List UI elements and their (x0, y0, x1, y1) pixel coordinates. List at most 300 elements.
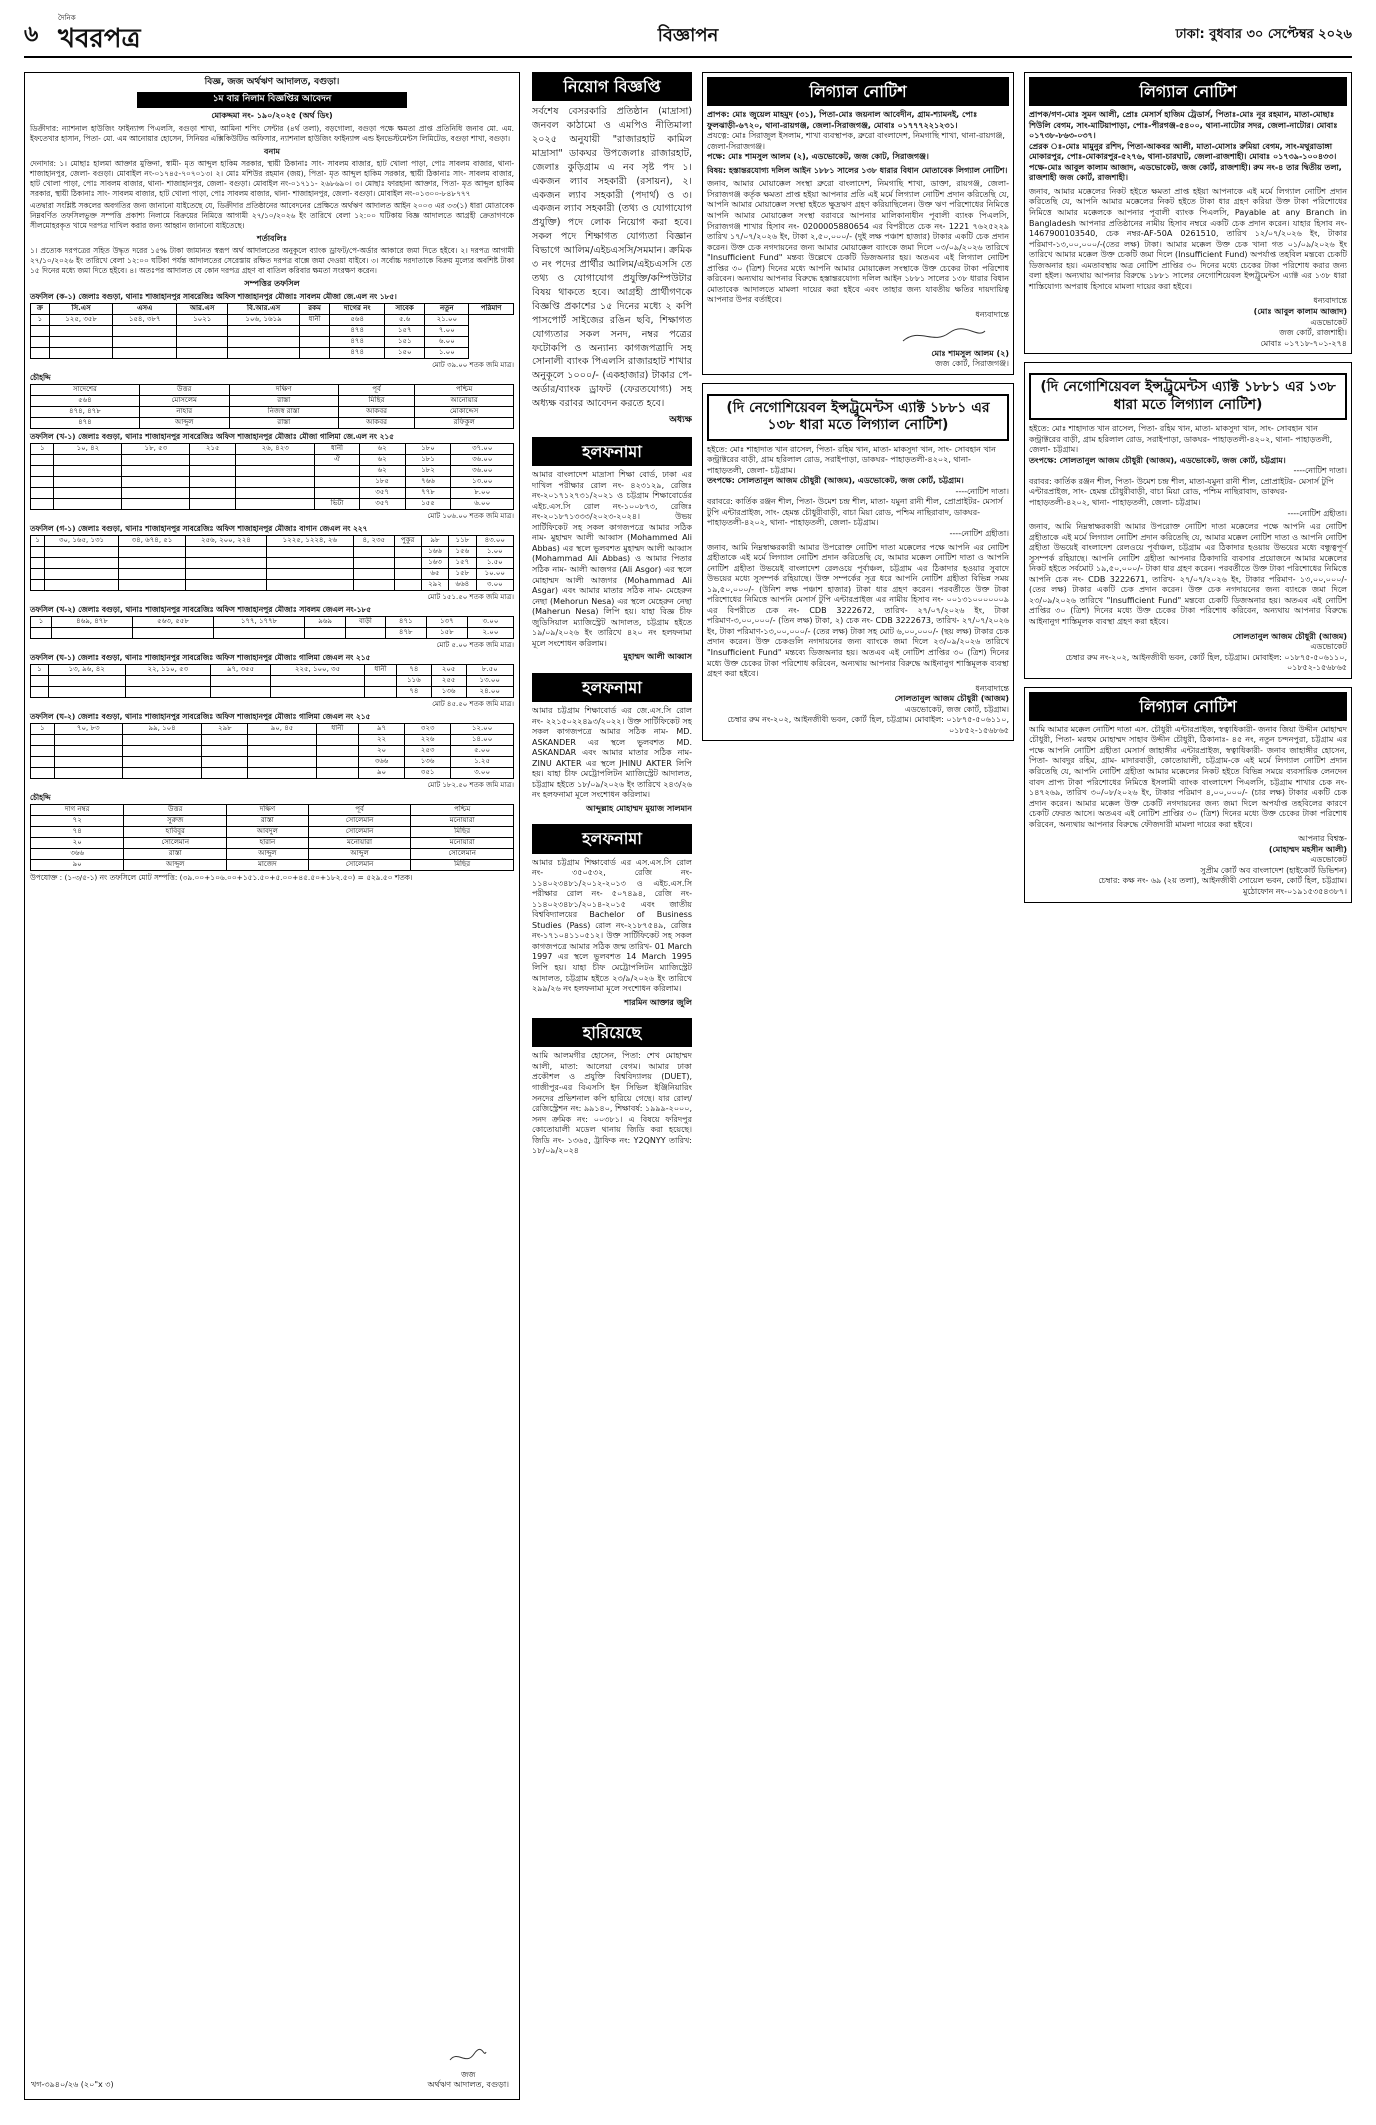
table-row (31, 568, 514, 579)
ad-signature: মুহাম্মদ আলী আব্বাস (623, 652, 692, 662)
table-cell: ৩৬.০০ (451, 454, 514, 465)
table-cell (118, 546, 185, 557)
table-cell: ৬২ (359, 443, 405, 454)
ad-header: হলফনামা (532, 824, 692, 853)
ad-header: (দি নেগোশিয়েবল ইন্সট্রুমেন্টস এ্যাক্ট ১৮৮১ এর ১৩৮ ধারা মতে লিগ্যাল নোটিশ) (1029, 373, 1347, 420)
table-cell: ২১৫ (190, 443, 236, 454)
notice-body: জনাব, আমার মোয়াক্কেল সংস্থা ব্রুরো বাংলাদেশ, নিমগাছি শাখা, ডাক্তা, রায়গঞ্জ, জেলা-সিরাজগঞ্জ কর্তৃক ক্ষমতা প্রাপ্ত হইয়া আপনার প্রতি এই মর্মে লিগ্যাল নোটিশ প্রদান করিতেছি যে, আপনি আমার মোয়াক্কেল সংস্থা হইতে ক্ষুদ্রঋণ গ্রহণ করিয়াছিলেন। উক্ত ঋণ পরিশোধের নিমিত্তে আপনি আমার মোয়াক্কেল সংস্থা বরাবরে আপনার মালিকানাধীন পূবালী ব্যাংক পিএলসি, সিরাজগঞ্জ শাখার হিসাব নং- 0200005880654 এর বিপরীতে চেক নং- 1221 ৭৬২৫২২৯ তারিখ ১৭/০৭/২০২৬ ইং, টাকা ২,৫০,০০০/- (দুই লক্ষ পঞ্চাশ হাজার) টাকার একটি চেক প্রদান করেন। উক্ত চেক নগদায়নের জন্য আমার মোয়াক্কেল ব্যাংকে জমা দিলে ০৩/০৯/২০২৬ তারিখে "Insufficient Fund" মন্তব্য উল্লেখে চেকটি ডিজঅনার হয়। অতএব এই লিগ্যাল নোটিশ প্রাপ্তির ৩০ (ত্রিশ) দিনের মধ্যে আপনি আমার মোয়াক্কেল সংস্থাকে উক্ত চেকের টাকা পরিশোধ করিবেন। অন্যথায় আপনার বিরুদ্ধে হস্তান্তরযোগ্য দলিল আইন ১৮৮১ সালের ১৩৮ ধারার বিধান মোতাবেক আদালতে মামলা দায়ের করা হইবে এবং তাহার জন্য যাবতীয় ক্ষতির দায়দায়িত্ব আপনার উপর বর্তাইবে। (707, 179, 1010, 305)
table-cell: ৭০, ৮৩ (54, 723, 122, 734)
terms: ১। প্রত্যেক দরপত্রের সহিত উদ্ধৃত দরের ১৫% টাকা জামানত স্বরূপ অর্থ আদালতের অনুকূলে ব্যাংক ড্রাফট/পে-অর্ডার আকারে জমা দিতে হইবে। ২। দরপত্র আগামী ২৭/১০/২০২৬ ইং তারিখে বেলা ১২:০০ ঘটিকা পর্যন্ত আদালতের সেরেস্তায় রক্ষিত দরপত্র বাক্সে জমা দেওয়া যাইবে। ৩। সর্বোচ্চ দরদাতাকে বিক্রয় মূল্যের অবশিষ্ট টাকা ১৫ দিনের মধ্যে জমা দিতে হইবে। ৪। অতঃপর আদালত যে কোন দরপত্র গ্রহণ বা বাতিল করিবার ক্ষমতা সংরক্ষণ করেন। (30, 246, 514, 275)
table-cell: ১০.০০ (476, 568, 513, 579)
table-cell: রাস্তা (229, 395, 338, 406)
notice-recipient: প্রাপক/গণ-মোঃ সুমন আলী, প্রোঃ মেসার্স হাজিম ট্রেডার্স, পিতাঃ-মোঃ নূর রহমান, মাতা-মোছাঃ শিউলি বেগম, সাং-মাটিয়াপাড়া, পোঃ-পীরগঞ্জ-৫৪০০, থানা-নাটোর সদর, জেলা-নাটোর। মোবাঃ ০১৭৩৮-৮৬৩-০৩৭। (1029, 110, 1338, 141)
table-row (31, 616, 514, 627)
table-cell: মোকাদ্দেস (415, 406, 514, 417)
table-cell: ২১.০০ (425, 314, 469, 325)
table-cell: ২০ (358, 745, 404, 756)
table-row (31, 557, 514, 568)
notice-body: আমি আমার মক্কেল নোটিশ দাতা এস. চৌধুরী এন্টারপ্রাইজ, স্বত্বাধিকারী- জনাব জিয়া উদ্দীন মোহাম্মদ চৌধুরী, পিতা- মরহুম মোহাম্মদ সাহাব উদ্দীন চৌধুরী, ঠিকানাঃ- ৪৫ নং, নতুন চন্দনপুরা, চট্টগ্রাম এর পক্ষে আপনি নোটিশ গ্রহীতা মেসার্স জাহাঙ্গীর এন্টারপ্রাইজ, স্বত্বাধিকারী- জনাব জাহাঙ্গীর হোসেন, পিতা- আবদুর রহিম, গ্রাম- মাদারবাড়ী, কোতোয়ালী, চট্টগ্রাম-কে এই মর্মে লিগ্যাল নোটিশ প্রদান করিতেছি যে, আপনি নোটিশ গ্রহীতা আমার মক্কেলের নিকট হইতে বিভিন্ন সময়ে ব্যবসায়িক লেনদেন বাবদ প্রাপ্য টাকা পরিশোধের নিমিত্তে ইসলামী ব্যাংক বাংলাদেশ পিএলসি, চট্টগ্রাম শাখার চেক নং- ১৪৭২৬৯, তারিখ ৩০/০৮/২০২৬ ইং, টাকার পরিমাণ ৪,০০,০০০/- (চার লক্ষ) টাকার একটি চেক প্রদান করেন। আমার মক্কেল উক্ত চেকটি নগদায়নের জন্য জমা দিলে অপর্যাপ্ত তহবিলের কারণে চেকটি ফেরত আসে। অতএব এই নোটিশ প্রাপ্তির ৩০ (ত্রিশ) দিনের মধ্যে উক্ত চেকের টাকা পরিশোধ করিবেন, অন্যথায় আপনার বিরুদ্ধে ফৌজদারী মামলা দায়ের করা হইবে। (1029, 724, 1347, 829)
legal-notice (702, 383, 1014, 742)
table-cell: পূর্ব (338, 384, 414, 395)
table-cell (45, 557, 119, 568)
table-cell: ২২৬ (405, 734, 451, 745)
table-cell: ১ (31, 535, 45, 546)
table-cell: ১৮২ (405, 465, 451, 476)
table-cell (122, 454, 190, 465)
table-cell (177, 325, 228, 336)
table-cell (394, 579, 421, 590)
table-cell: উত্তর (124, 804, 227, 815)
table-cell: ১৪.০০ (451, 734, 514, 745)
table-cell: ১২২৫, ১২২৪, ২৬ (266, 535, 353, 546)
table-cell: ৪, ২৩৫ (353, 535, 394, 546)
table-cell: সোলেমান (308, 859, 411, 870)
table-cell (266, 546, 353, 557)
table-cell: ধানী (364, 664, 396, 675)
table-cell: মনোয়ারা (411, 815, 514, 826)
table-cell: ৮.০০ (451, 487, 514, 498)
column-3 (702, 72, 1014, 2100)
table-cell (31, 325, 50, 336)
table-cell: ৬২ (359, 454, 405, 465)
table-cell: ২৯৮ (202, 723, 248, 734)
table-cell (190, 476, 236, 487)
table-cell (211, 675, 271, 686)
page-number: ৬ (24, 22, 39, 47)
column-header: রকম (299, 303, 330, 314)
table-cell (125, 675, 210, 686)
table-cell (299, 325, 330, 336)
table-cell: রফিকুল (415, 417, 514, 428)
table-cell: ১১৬ (396, 675, 431, 686)
table-cell: ১৩৭ (426, 616, 467, 627)
table-cell (177, 347, 228, 358)
boundary-caption: চৌহদ্দি (30, 792, 51, 802)
signer-address: চেম্বার: কক্ষ নং- ৬৯ (২য় তলা), আইনজীবী সোয়েল ভবন, কোর্ট হিল, চট্টগ্রাম। (1098, 876, 1347, 886)
table-cell: হারান (227, 837, 309, 848)
table-cell (54, 745, 122, 756)
table-cell (236, 487, 315, 498)
table-cell: ৩৬৬ (31, 848, 124, 859)
table-cell: পুকুর (394, 535, 421, 546)
table-cell (118, 568, 185, 579)
table-cell (236, 454, 315, 465)
notice-subject: বিষয়: হস্তান্তরযোগ্য দলিল আইন ১৮৮১ সালের ১৩৮ ধারার বিধান মোতাবেক লিগ্যাল নোটিশ। (707, 165, 1008, 175)
notice-from: হইতে: মোঃ শাহাদাত খান রাসেল, পিতা- রহিম খান, মাতা- মাকসুদা খান, সাং- সোবহান খান কন্ট্রাক্টরের বাড়ী, গ্রাম হরিলাল রোড, সরাইপাড়া, ডাকঘর- পাহাড়তলী-৪২০২, থানা- পাহাড়তলী, জেলা- চট্টগ্রাম। (707, 444, 996, 475)
column-header: সাবেক (385, 303, 425, 314)
table-cell (49, 325, 113, 336)
table-cell: ৭৪ (396, 686, 431, 697)
table-cell (228, 336, 299, 347)
table-cell: ১৫৫ (405, 498, 451, 509)
table-cell (394, 557, 421, 568)
table-cell (190, 487, 236, 498)
table-cell (248, 767, 316, 778)
table-row (31, 395, 514, 406)
table-row (31, 734, 514, 745)
table-cell (122, 476, 190, 487)
table-row (31, 579, 514, 590)
table-cell: পূর্ব (308, 804, 411, 815)
signer-title: এডভোকেট (1310, 642, 1347, 652)
table-cell: ৩৪, ৬৭৪, ৫১ (118, 535, 185, 546)
table-cell: ৫৬৪ (330, 314, 385, 325)
table-cell: ১৫৮ (449, 568, 476, 579)
table-cell (52, 627, 133, 638)
table-cell (31, 546, 45, 557)
table-cell: ২৬, ৪২৩ (236, 443, 315, 454)
table-cell: ৩৫৭ (359, 487, 405, 498)
table-cell (316, 756, 358, 767)
table-cell (299, 347, 330, 358)
schedule-total: মোট ৫.০০ শতক জমি মাত্র। (436, 640, 514, 649)
table-cell: ৮.৫০ (466, 664, 513, 675)
table-cell: মনোয়ারা (308, 837, 411, 848)
table-cell (31, 675, 49, 686)
table-cell: ১৬৬ (421, 546, 448, 557)
signer-phone: মোবাঃ ০১৭১৮-৭০১-২৭৪ (1260, 338, 1347, 348)
table-cell: আবদুল (227, 826, 309, 837)
table-cell (31, 557, 45, 568)
table-cell: ৫৬৩, ৫৫৮ (133, 616, 214, 627)
notice-role: ----নোটিশ দাতা। (955, 486, 1009, 496)
table-cell: বাড়ী (346, 616, 386, 627)
debtors: দেনাদার: ১। মোছাঃ হালমা আক্তার মুক্তিনা, স্বামী- মৃত আব্দুল হাকিম সরকার, স্থায়ী ঠিকানাঃ সাং- সাবলম বাজার, হাট খোলা পাড়া, পোঃ সাবলম বাজার, থানা- শাজাহানপুর, জেলা- বগুড়া। মোবাইল নং-০১৭৪৫-৭০৭০১৩। ২। মোঃ মশিউর রহমান (জয়), পিতা- মৃত আব্দুল হাকিম সরকার, স্থায়ী ঠিকানাঃ সাং- সাবলম বাজার, হাট খোলা পাড়া, পোঃ সাবলম বাজার, থানা- শাজাহানপুর, জেলা- বগুড়া। মোবাইল নং-০১৭১১- ২৬৮৬৯০। ৩। মোছাঃ ফারহানা আক্তার, পিতা- মৃত আব্দুল হাকিম সরকার, স্থায়ী ঠিকানাঃ সাং- সাবলম বাজার, হাট খোলা পাড়া, পোঃ সাবলম বাজার, থানা- শাজাহানপুর, জেলা- বগুড়া। মোবাইল নং-০১৩০০-৮৪৮৭৭৭ (30, 159, 514, 198)
table-cell (346, 627, 386, 638)
schedule-caption: তফসিল (খ-২) জেলাঃ বগুড়া, থানাঃ শাজাহানপুর সাবরেজিঃ অফিস শাজাহানপুর মৌজাঃ সাবলম জেএল নং-১৮৫ (30, 604, 371, 614)
table-cell: ১৫১ (385, 336, 425, 347)
table-cell (228, 325, 299, 336)
table-cell: ৪৭৪ (31, 417, 140, 428)
table-cell: আকবর (338, 406, 414, 417)
table-cell: ১৫০ (385, 347, 425, 358)
table-cell: নাহার (139, 406, 229, 417)
table-row (31, 325, 514, 336)
table-cell: ৬.০০ (451, 498, 514, 509)
table-cell: ১০৬, ১৬১৯ (228, 314, 299, 325)
table-cell: ৯৬৯ (305, 616, 346, 627)
table-cell: ২০ (31, 837, 124, 848)
ad-header: লিগ্যাল নোটিশ (1029, 77, 1347, 106)
table-cell: ১৬৩ (421, 557, 448, 568)
boundary-caption: চৌহদ্দি (30, 373, 51, 383)
table-cell (49, 347, 113, 358)
table-cell: আব্দুল (124, 859, 227, 870)
table-cell: ১৫৭ (385, 325, 425, 336)
table-cell: উত্তর (139, 384, 229, 395)
table-cell: ১ (31, 723, 55, 734)
ad-header: লিগ্যাল নোটিশ (707, 77, 1009, 106)
table-cell: ১ (31, 314, 50, 325)
schedule-caption: তফসিল (ঘ-২) জেলাঃ বগুড়া, থানাঃ শাজাহানপুর সাবরেজিঃ অফিস শাজাহানপুর মৌজাঃ গালিমা জেএল নং ২১৫ (30, 711, 371, 721)
notice-sender: প্রেরক ঃ-মোঃ মামুনুর রশিদ, পিতা-আকবর আলী, মাতা-মোসাঃ রুমিয়া বেগম, সাং-মথুরাডাঙ্গা মোকারপুর, পোঃ-মোকারপুর-৫২৭৬, থানা-চারঘাট, জেলা-রাজশাহী। মোবাঃ ০১৭৩৯-১০০৪৩৩। (1029, 141, 1337, 162)
table-row (31, 837, 514, 848)
table-cell (315, 487, 359, 498)
table-row (31, 535, 514, 546)
table-cell (49, 336, 113, 347)
notice-lawyer: পক্ষে: মোঃ শামসুল আলম (২), এডভোকেট, জজ কোট, সিরাজগঞ্জ। (707, 152, 929, 162)
table-cell: ৩৬.০০ (451, 465, 514, 476)
table-cell: ৯০, ৪৫ (248, 723, 316, 734)
table-cell (353, 546, 394, 557)
decree-holder: ডিক্রীদার: ন্যাশনাল হাউজিং ফাইন্যান্স পিএলসি, বগুড়া শাখা, আমিনা শপিং সেন্টার (৪র্থ তলা), বড়গোলা, বগুড়া পক্ষে ক্ষমতা প্রাপ্ত প্রতিনিধি জনাব মো. এম. ইফতেখার হাসান, পিতা- মো. এম আনোয়ার হোসেন, সিনিয়র এক্সিকিউটিভ অফিসার, ন্যাশনাল হাউজিং ফাইন্যান্স এন্ড ইনভেস্টমেন্টস লিমিটেড, বগুড়া শাখা, বগুড়া। (30, 124, 514, 144)
table-cell (45, 579, 119, 590)
table-cell (177, 336, 228, 347)
table-cell: ১৫৪, ৩৮৭ (113, 314, 177, 325)
table-cell (299, 336, 330, 347)
table-row (31, 826, 514, 837)
ad-body: আমি আলমগীর হোসেন, পিতা: শেখ মোহাম্মদ আলী, মাতা: আলেয়া বেগম। আমার ঢাকা প্রকৌশল ও প্রযুক্তি বিশ্ববিদ্যালয় (DUET), গাজীপুর-এর বিএসসি ইন সিভিল ইঞ্জিনিয়ারিং সনদের প্রভিশনাল কপি হারিয়ে গেছে। যার রোল/রেজিস্ট্রেশন নং: ৯৯১৪০, শিক্ষাবর্ষ: ১৯৯৯-২০০০, সনদ ক্রমিক নং: ০০৩৮১। এ বিষয়ে ফরিদপুর কোতোয়ালী মডেল থানায় জিডি করা হয়েছে। জিডি নং- ১৩৬৫, ট্রাফিক নং: Y2QNYY তারিখ: ১৮/০৯/২০২৪ (532, 1051, 692, 1156)
table-cell (236, 465, 315, 476)
schedule-title: সম্পত্তির তফসিল (244, 278, 300, 288)
notice-role: ----নোটিশ গ্রহীতা। (949, 528, 1009, 538)
table-cell (31, 498, 54, 509)
table-row (31, 487, 514, 498)
notice-from: হইতে: মোঃ শাহাদাত খান রাসেল, পিতা- রহিম খান, মাতা- মাকসুদা খান, সাং- সোবহান খান কন্ট্রাক্টরের বাড়ী, গ্রাম হরিলাল রোড, সরাইপাড়া, ডাকঘর- পাহাড়তলী-৪২০২, থানা- পাহাড়তলী, জেলা- চট্টগ্রাম। (1029, 424, 1333, 455)
table-cell (54, 465, 122, 476)
signer-address: চেম্বার রুম নং-২০২, আইনজীবী ভবন, কোর্ট হিল, চট্টগ্রাম। মোবাইল: ০১৮৭৫-৫০৬১১০, ০১৮৫২-১৫৬৮৬৫ (1065, 652, 1347, 673)
table-cell: মোসলেম (139, 395, 229, 406)
schedule-total: মোট ১৮২.৫০ শতক জমি মাত্র। (427, 780, 514, 789)
ad-header: হলফনামা (532, 673, 692, 702)
table-cell (54, 476, 122, 487)
column-4 (1024, 72, 1352, 2100)
table-cell (315, 465, 359, 476)
table-cell: ১ (31, 616, 52, 627)
table-cell: ১৫৮ (426, 627, 467, 638)
table-cell (353, 557, 394, 568)
table-cell (122, 734, 201, 745)
table-cell (190, 498, 236, 509)
notice-role: ----নোটিশ গ্রহীতা। (1287, 508, 1347, 518)
table-cell: ৭.০০ (425, 325, 469, 336)
table-cell: মিছির (338, 395, 414, 406)
table-cell (48, 686, 125, 697)
table-row (31, 815, 514, 826)
table-cell (266, 568, 353, 579)
table-cell: আব্দুল (139, 417, 229, 428)
logo-tagline: দৈনিক (58, 14, 76, 22)
table-cell: ৭৭৮ (405, 487, 451, 498)
table-cell: হাবিবুর (124, 826, 227, 837)
table-cell (122, 465, 190, 476)
notice-regards: আপনার বিশ্বস্ত- (1298, 834, 1347, 844)
boundary-table (30, 384, 514, 429)
ad-header: হলফনামা (532, 437, 692, 466)
table-row (31, 347, 514, 358)
notice-body: এতদ্বারা সংশ্লিষ্ট সকলের অবগতির জন্য জানানো যাইতেছে যে, ডিক্রীদার প্রতিষ্ঠানের আবেদনের প্রেক্ষিতে অর্থঋণ আদালত আইন ২০০৩ এর ৩৩(১) ধারা মোতাবেক নিম্নবর্ণিত তফসিলভুক্ত সম্পত্তি প্রকাশ্য নিলামে বিক্রয়ের নিমিত্তে আগামী ২৭/১০/২০২৬ ইং তারিখে বেলা ১২:০০ ঘটিকায় বিজ্ঞ আদালতে আগ্রহী ক্রেতাগণকে সীলমোহরকৃত খামে দরপত্র দাখিল করার জন্য আহ্বান জানানো যাইতেছে। (30, 201, 514, 230)
notice-body: জনাব, আমার মক্কেলের নিকট হইতে ক্ষমতা প্রাপ্ত হইয়া আপনাকে এই মর্মে লিগ্যাল নোটিশ প্রদান করিতেছি যে, আপনি আমার মক্কেলের নিকট হইতে টাকা ধার গ্রহণ করিয়া উক্ত টাকা পরিশোধের নিমিত্তে আমার মক্কেলকে আপনার পূবালী ব্যাংক পিএলসি, Payable at any Branch in Bangladesh আপনার প্রতিষ্ঠানের নামীয় হিসাব নম্বরে একটি চেক প্রদান করেন। যাহার হিসাব নং- 1467900103540, চেক নম্বর-AF-50A 0261510, তারিখ ১২/০৭/২০২৬ ইং, টাকার পরিমাণ-১৩,০০,০০০/-(তের লক্ষ) টাকা। আমার মক্কেল উক্ত চেক খানা গত ০১/০৯/২০২৬ ইং তারিখে আমার মক্কেল উক্ত চেকটি জমা দিলে (Insufficient Fund) অপর্যাপ্ত তহবিল মন্তব্যে চেকটি ডিজঅনার হয়। এমতাবস্থায় অত্র নোটিশ প্রাপ্তির ৩০ দিনের মধ্যে চেকের টাকা পরিশোধ করার জন্য বলা হইল। অন্যথায় আপনার বিরুদ্ধে ১৮৮১ সালের নেগোশিয়েবল ইন্সট্রুমেন্টস এ্যাক্ট এর ১৩৮ ধারা শাস্তিযোগ্য অপরাধ হিসাবে মামলা দায়ের করা হইবে। (1029, 186, 1347, 291)
table-cell: ৯৭, ৩৫৫ (211, 664, 271, 675)
table-cell (31, 476, 54, 487)
column-header: দাগের নং (330, 303, 385, 314)
ad-body: আমার চট্টগ্রাম শিক্ষাবোর্ড এর এস.এস.সি রোল নং- ৩৫০৫৩২, রেজি নং- ১১৪০২৩৪৮১/২০১২-২০১৩ ও এইচ.এস.সি পরীক্ষার রোল নং- ৫০৭৪৯৪, রেজি নং- ১১৪০২৩৪৮১/২০১৪-২০১৫ এবং জাতীয় বিশ্ববিদ্যালয়ের Bachelor of Business Studies (Pass) রোল নং-২১৮৭৫৪৯, রেজিঃ নং-১৭১০৪১১০৫১২। উক্ত সার্টিফিকেট সহ সকল কাগজপত্রে আমার সঠিক জন্ম তারিখ- 01 March 1997 এর স্থলে ভুলবশত 14 March 1995 লিপি হয়। যাহা চীফ মেট্রোপলিটন ম্যাজিস্ট্রেট আদালত, চট্টগ্রাম হইতে ২৩/৯/২০২৬ ইং তারিখে ২৯৯/২৬ নং হলফনামা মূলে সংশোধন করিলাম। (532, 857, 692, 994)
table-cell (31, 579, 45, 590)
signer-name: (মোহাম্মদ মহসীন আলী) (1268, 844, 1347, 854)
table-cell (54, 454, 122, 465)
table-cell: আনোয়ার (415, 395, 514, 406)
table-cell: আকবর (338, 417, 414, 428)
table-row (31, 859, 514, 870)
table-cell: ১ (31, 664, 49, 675)
table-cell: ১১৮ (449, 535, 476, 546)
table-cell (113, 325, 177, 336)
ad-header: নিয়োগ বিজ্ঞপ্তি (532, 72, 692, 101)
table-cell: মিছির (411, 859, 514, 870)
table-cell: ধানী (299, 314, 330, 325)
table-cell (236, 498, 315, 509)
table-cell: ৯০ (31, 859, 124, 870)
table-cell: ৫৬৪ (31, 395, 140, 406)
table-cell (190, 454, 236, 465)
table-cell: ২২, ১১০, ৫৩ (125, 664, 210, 675)
table-cell (353, 568, 394, 579)
legal-notice (1024, 687, 1352, 903)
table-cell (364, 675, 396, 686)
notice-lawyer: পক্ষে-মোঃ আবুল কালাম আজাদ, এডভোকেট, জজ কোর্ট, রাজশাহী। রুম নং-৪ তার দ্বিতীয় তলা, রাজশাহী জজ কোর্ট, রাজশাহী। (1029, 162, 1342, 183)
table-cell: ২২ (358, 734, 404, 745)
ad-header: হারিয়েছে (532, 1018, 692, 1047)
memo-number: খগ-৩৯৪০/২৬ (২০"x ৩) (31, 2080, 114, 2090)
table-cell (31, 734, 55, 745)
ad-header: (দি নেগোশিয়েবল ইন্সট্রুমেন্টস এ্যাক্ট ১৮৮১ এর ১৩৮ ধারা মতে লিগ্যাল নোটিশ) (707, 394, 1009, 441)
signer-name: সোলতানুল আজম চৌধুরী (আজম) (894, 694, 1009, 704)
table-cell (122, 498, 190, 509)
table-cell: আব্দুল (308, 848, 411, 859)
table-cell: ২.০০ (467, 627, 513, 638)
table-cell: ১৭৭, ১৭৭৮ (214, 616, 305, 627)
table-cell (31, 686, 49, 697)
table-cell: ৬৫ (421, 568, 448, 579)
table-row (31, 723, 514, 734)
table-row (31, 406, 514, 417)
table-cell (266, 557, 353, 568)
table-cell (54, 498, 122, 509)
table-cell: ৪৭৪ (330, 325, 385, 336)
ad-signature: আব্দুল্লাহ মোহাম্মদ মুয়াজ সালমান (586, 803, 692, 813)
table-cell (186, 579, 267, 590)
table-cell (45, 568, 119, 579)
court-name: বিজ্ঞ, জজ অর্থঋণ আদালত, বগুড়া। (204, 77, 340, 87)
case-number: মোকদ্দমা নং- ১৯০/২০২৫ (অর্থ ডিং) (211, 110, 333, 120)
newspaper-logo: খবরপত্র (58, 24, 141, 54)
judge-signature (428, 2048, 509, 2091)
table-cell: ৬৬৪ (449, 579, 476, 590)
table-cell: ১.০০ (476, 546, 513, 557)
table-cell (31, 465, 54, 476)
schedule-caption: তফসিল (ক-১) জেলাঃ বগুড়া, থানাঃ শাজাহানপুর সাবরেজিঃ অফিস শাজাহানপুর মৌজাঃ সাবলম মৌজা জে.এল নং ১৮৫। (30, 292, 397, 302)
table-cell (31, 627, 52, 638)
table-cell: ৬২ (359, 465, 405, 476)
table-cell: ২৯২ (421, 579, 448, 590)
table-cell: ৭২ (31, 815, 124, 826)
table-cell: ৪৭৪ (330, 347, 385, 358)
auction-notice (24, 72, 520, 2100)
table-cell: ৩.০০ (476, 579, 513, 590)
signer-title: এডভোকেট, জজ কোর্ট, চট্টগ্রাম। (904, 704, 1009, 714)
table-cell (118, 557, 185, 568)
masthead (24, 14, 1352, 58)
table-cell (248, 756, 316, 767)
table-cell: ১.০০ (425, 347, 469, 358)
column-2 (532, 72, 692, 2100)
table-cell: ৪৬৯, ৪৭৮ (52, 616, 133, 627)
table-cell (248, 734, 316, 745)
signer-phone: মুঠোফোন নং-০১৯১৫৩৫৪৩৮৭। (1242, 887, 1347, 897)
table-cell (54, 767, 122, 778)
table-cell (48, 675, 125, 686)
ad-signature: অধ্যক্ষ (669, 415, 692, 426)
table-cell: ৩০, ১৬৫, ১৩১ (45, 535, 119, 546)
table-cell: ৩৫১ (405, 767, 451, 778)
table-row (31, 454, 514, 465)
table-cell (186, 568, 267, 579)
table-cell: ২৫৩ (405, 745, 451, 756)
signer-office: সুপ্রীম কোর্ট অব বাংলাদেশ (হাইকোর্ট ডিভিশন) (1200, 865, 1347, 875)
table-cell: ৩৭.০০ (451, 443, 514, 454)
table-row (31, 336, 514, 347)
ad-signature: শারমিন আক্তার জুলি (624, 997, 692, 1007)
column-header: আর.এস (177, 303, 228, 314)
table-cell: ৭৬৬ (405, 476, 451, 487)
table-cell: রাস্তা (227, 815, 309, 826)
table-cell (31, 336, 50, 347)
table-cell (316, 734, 358, 745)
schedule-table (30, 664, 514, 698)
table-cell: ভিটা (315, 498, 359, 509)
table-row (31, 417, 514, 428)
ad-body: আমার বাংলাদেশ মাদ্রাসা শিক্ষা বোর্ড, ঢাকা এর দাখিল পরীক্ষার রোল নং- ৪২৩১২৯, রেজিঃ নং-২০১৭১২৭৩১/২০২১ ও চট্টগ্রাম শিক্ষাবোর্ডের এইচ.এস.সি রোল নং-১০০৮৭৩, রেজিঃ নং-২০১৮৭১৩৩৩/২০২৩-২০২৪। উভয় সার্টিফিকেট সহ সকল কাগজপত্রে আমার সঠিক নাম- মুহাম্মদ আলী আব্বাস (Mohammed Ali Abbas) এর স্থলে ভুলবশত মুহাম্মদ আলী আব্বাস (Mohammad Ali Abbas) ও আমার পিতার সঠিক নাম- আলী আজগর (Ali Asgor) এর স্থলে মোহাম্মদ আলী আজগর (Mohammad Ali Asgar) এবং আমার মাতার সঠিক নাম- মেহেরুন নেছা (Mehorun Nesa) এর স্থলে মেহেরুন নেছা (Maherun Nesa) লিপি হয়। যাহা বিজ্ঞ চীফ জুডিসিয়াল ম্যাজিস্ট্রেট আদালত, চট্টগ্রাম হইতে ১৯/০৯/২০২৬ ইং তারিখে ৪২০ নং হলফনামা মূলে সংশোধন করিলাম। (532, 470, 692, 648)
table-cell: রাস্তা (229, 417, 338, 428)
table-cell (271, 675, 365, 686)
table-cell (31, 454, 54, 465)
schedule-table (30, 616, 514, 639)
notice-care-of: প্রযত্নে: মোঃ সিরাজুল ইসলাম, শাখা ব্যবস্থাপক, ব্রুরো বাংলাদেশ, নিমগাছি শাখা, থানা-রায়গঞ্জ, জেলা-সিরাজগঞ্জ। (707, 131, 1005, 151)
table-cell: ধানী (315, 443, 359, 454)
judge-title: জজ (461, 2069, 476, 2079)
legal-notice (1024, 72, 1352, 354)
table-cell: ১৫৭ (449, 557, 476, 568)
boundary-table (30, 804, 514, 871)
table-cell (45, 546, 119, 557)
table-cell: ১৮০ (405, 443, 451, 454)
table-cell (54, 756, 122, 767)
ad-header: লিগ্যাল নোটিশ (1029, 692, 1347, 721)
table-cell: ১০, ৪২ (54, 443, 122, 454)
table-cell: ৩.০০ (467, 616, 513, 627)
table-row (31, 498, 514, 509)
table-cell: ২৫৫ (431, 675, 466, 686)
table-cell (271, 686, 365, 697)
notice-regards: ধন্যবাদান্তে (1313, 296, 1347, 306)
schedule-total: মোট ৩৯.০০ শতক জমি মাত্র। (432, 360, 514, 369)
notice-body: জনাব, আমি নিম্নস্বাক্ষরকারী আমার উপরোক্ত নোটিশ দাতা মক্কেলের পক্ষে আপনি এর নোটিশ গ্রহীতাকে এই মর্মে লিগ্যাল নোটিশ প্রদান করিতেছি যে, আমার মক্কেল নোটিশ দাতা ও আপনি নোটিশ গ্রহীতা উভয়েই বাংলাদেশ রেলওয়ে পূর্বাঞ্চল, চট্টগ্রাম এর ঠিকাদার হওয়ায় উভয়ের মধ্যে বন্ধুত্বপূর্ণ সুসম্পর্ক রহিয়াছে। আপনি নোটিশ গ্রহীতা আপনার ঠিকাদারি ব্যবসার প্রয়োজনে আমার মক্কেলের নিকট হইতে সর্বমোট ১৯,৫০,০০০/- টাকা ধার গ্রহণ করেন। পরবর্তীতে উক্ত টাকা পরিশোধের নিমিত্তে আপনি চেক নং- CDB 3222671, তারিখ- ২৭/০৭/২০২৬ ইং, টাকার পরিমাণ- ১৩,০০,০০০/- (তের লক্ষ) টাকার একটি চেক প্রদান করেন। উক্ত চেক নগদায়নের জন্য ব্যাংকে জমা দিলে ২৩/০৯/২০২৬ তারিখে "Insufficient Fund" মন্তব্যে চেকটি ডিজঅনার হয়। অতএব এই নোটিশ প্রাপ্তির ৩০ (ত্রিশ) দিনের মধ্যে উক্ত চেকের টাকা পরিশোধ করিবেন, অন্যথায় আপনার বিরুদ্ধে আইনানুগ শাস্তিমূলক ব্যবস্থা গ্রহণ করা হইবে। (1029, 522, 1347, 626)
signature-stamp (707, 325, 1009, 347)
table-cell: ৪৭৪ (330, 336, 385, 347)
table-cell (228, 347, 299, 358)
table-cell: মাজেদ (227, 859, 309, 870)
table-row (31, 756, 514, 767)
ad-body: আমার চট্টগ্রাম শিক্ষাবোর্ড এর জে.এস.সি রোল নং- ২২১৫০২২৪৯৩/২০২২। উক্ত সার্টিফিকেট সহ সকল কাগজপত্রে আমার সঠিক নাম- MD. ASKANDER এর স্থলে ভুলবশত MD. ASKANDAR এবং আমার মাতার সঠিক নাম- ZINU AKTER এর স্থলে JHINU AKTER লিপি হয়। যাহা চীফ মেট্রোপলিটন ম্যাজিস্ট্রেট আদালত, চট্টগ্রাম হইতে ১৮/০৯/২০২৬ ইং তারিখে ২৪৩/২৬ নং হলফনামা মূলে সংশোধন করিলাম। (532, 705, 692, 800)
table-cell: ৯০ (358, 767, 404, 778)
legal-notice (702, 72, 1014, 375)
table-cell (186, 557, 267, 568)
table-cell (31, 347, 50, 358)
table-cell: সোলেমান (308, 826, 411, 837)
table-cell: নিজস্ব রাস্তা (229, 406, 338, 417)
signature-mark (448, 2048, 488, 2066)
table-cell: ১.৫০ (476, 557, 513, 568)
